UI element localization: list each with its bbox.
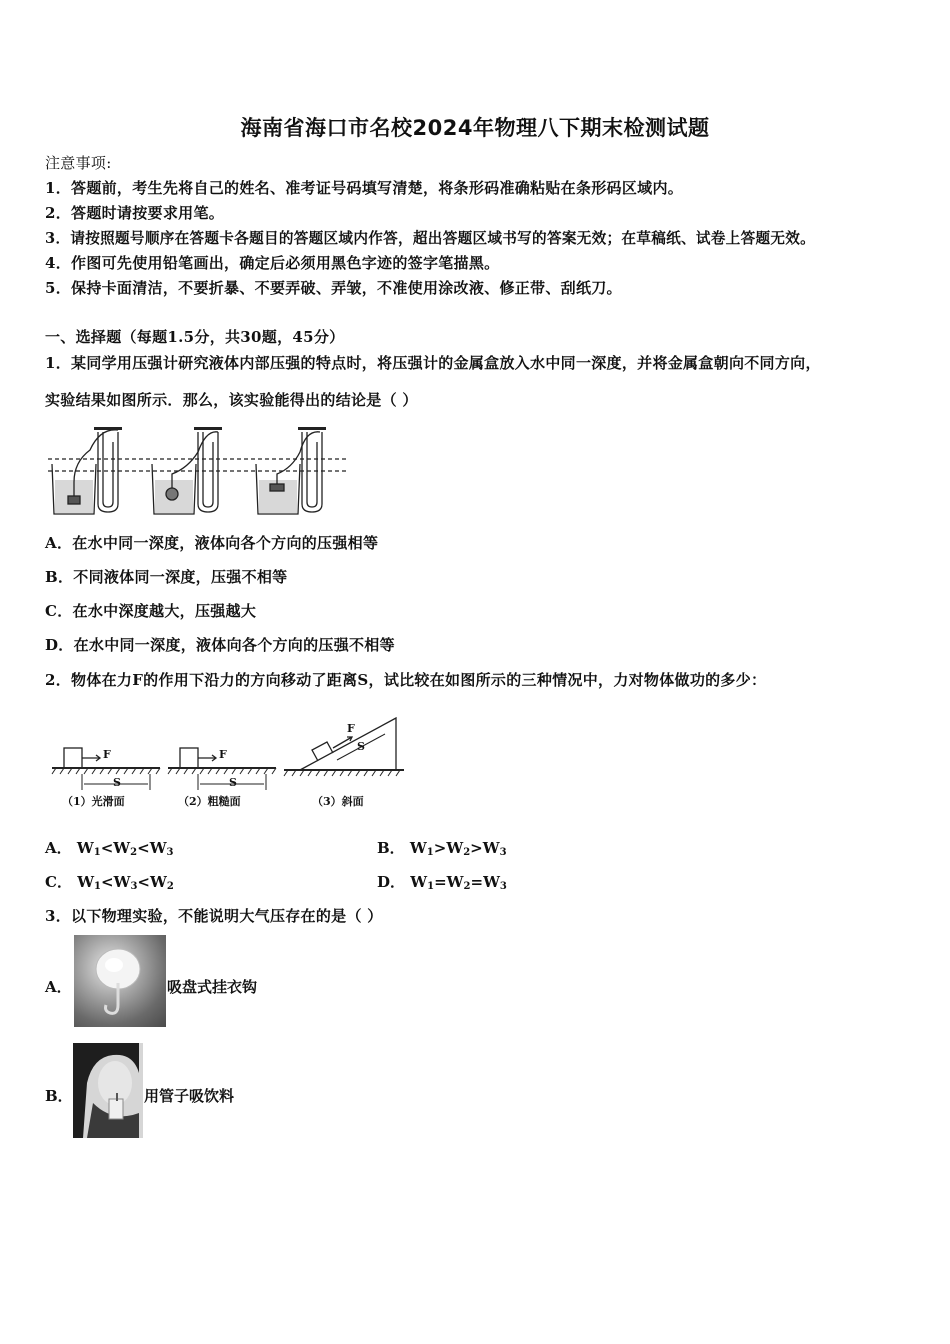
option-letter: B． [377,839,405,857]
relation: < [137,873,150,891]
notice-item: 5．保持卡面清洁，不要折暴、不要弄破、弄皱，不准使用涂改液、修正带、刮纸刀。 [45,279,622,297]
work-symbol: W [482,839,500,857]
suction-hook-photo [74,935,166,1027]
distance-label: S [229,776,237,789]
force-label: F [219,748,227,761]
drinking-straw-photo [73,1043,143,1138]
relation: < [137,839,150,857]
subscript: 3 [499,847,507,858]
q2-option-d[interactable] [377,871,507,892]
q1-option-d[interactable]: D．在水中同一深度，液体向各个方向的压强不相等 [45,636,395,654]
q2-option-c[interactable] [45,871,174,892]
question-1-stem: 1．某同学用压强计研究液体内部压强的特点时，将压强计的金属盒放入水中同一深度，并将金属盒朝向不同方向， [45,354,821,372]
figure-caption: （2）粗糙面 [178,795,241,808]
work-symbol: W [483,873,500,891]
figure-caption: （1）光滑面 [62,795,125,808]
work-symbol: W [113,839,131,857]
work-symbol: W [410,873,428,891]
work-symbol: W [409,839,427,857]
relation: < [100,839,114,857]
question-3-stem: 3．以下物理实验，不能说明大气压存在的是（ ） [45,907,383,925]
relation: > [433,839,447,857]
page-title: 海南省海口市名校2024年物理八下期末检测试题 [240,116,710,140]
notice-item: 3．请按照题号顺序在答题卡各题目的答题区域内作答，超出答题区域书写的答案无效；在草稿纸、试卷上答题无效。 [45,230,816,247]
relation: < [101,873,114,891]
q1-option-b[interactable]: B．不同液体同一深度，压强不相等 [45,568,288,586]
q2-option-a[interactable] [45,837,174,858]
subscript: 1 [94,881,102,892]
distance-label: S [357,740,365,753]
subscript: 1 [93,847,101,858]
section-heading: 一、选择题（每题1.5分，共30题，45分） [45,328,345,346]
subscript: 2 [166,881,174,892]
notice-item: 2．答题时请按要求用笔。 [45,204,225,222]
notice-heading: 注意事项: [45,154,112,172]
option-letter: C． [45,873,72,891]
question-2-stem: 2．物体在力F的作用下沿力的方向移动了距离S，试比较在如图所示的三种情况中，力对物体做功的多少： [45,671,767,689]
relation: = [434,873,447,891]
question-1-stem-cont: 实验结果如图所示．那么，该实验能得出的结论是（ ） [45,391,418,409]
q3-option-a-letter[interactable]: A． [45,978,72,996]
work-symbol: W [113,873,131,891]
subscript: 1 [426,847,434,858]
q2-option-b[interactable] [377,837,507,858]
figure-caption: （3）斜面 [312,795,364,808]
subscript: 2 [463,847,471,858]
q3-option-b-text[interactable]: 用管子吸饮料 [144,1087,235,1105]
work-symbol: W [150,873,167,891]
notice-item: 4．作图可先使用铅笔画出，确定后必须用黑色字迹的签字笔描黑。 [45,254,500,272]
q1-option-a[interactable]: A．在水中同一深度，液体向各个方向的压强相等 [45,534,379,552]
q1-option-c[interactable]: C．在水中深度越大，压强越大 [45,602,257,620]
work-symbol: W [149,839,167,857]
distance-label: S [113,776,121,789]
work-symbol: W [76,839,94,857]
subscript: 3 [166,847,174,858]
option-letter: A． [45,839,72,857]
relation: > [470,839,483,857]
force-label: F [103,748,111,761]
subscript: 3 [499,881,507,892]
subscript: 2 [130,847,138,858]
q3-option-a-text[interactable]: 吸盘式挂衣钩 [167,978,258,996]
subscript: 2 [463,881,471,892]
pressure-gauge-figure [48,422,348,518]
work-symbol: W [77,873,95,891]
work-symbol: W [446,839,464,857]
subscript: 1 [427,881,435,892]
notice-item: 1．答题前，考生先将自己的姓名、准考证号码填写清楚，将条形码准确粘贴在条形码区域内。 [45,179,684,197]
work-symbol: W [446,873,464,891]
q3-option-b-letter[interactable]: B． [45,1087,73,1105]
force-label: F [347,722,355,735]
subscript: 3 [130,881,138,892]
relation: = [470,873,484,891]
option-letter: D． [377,873,406,891]
